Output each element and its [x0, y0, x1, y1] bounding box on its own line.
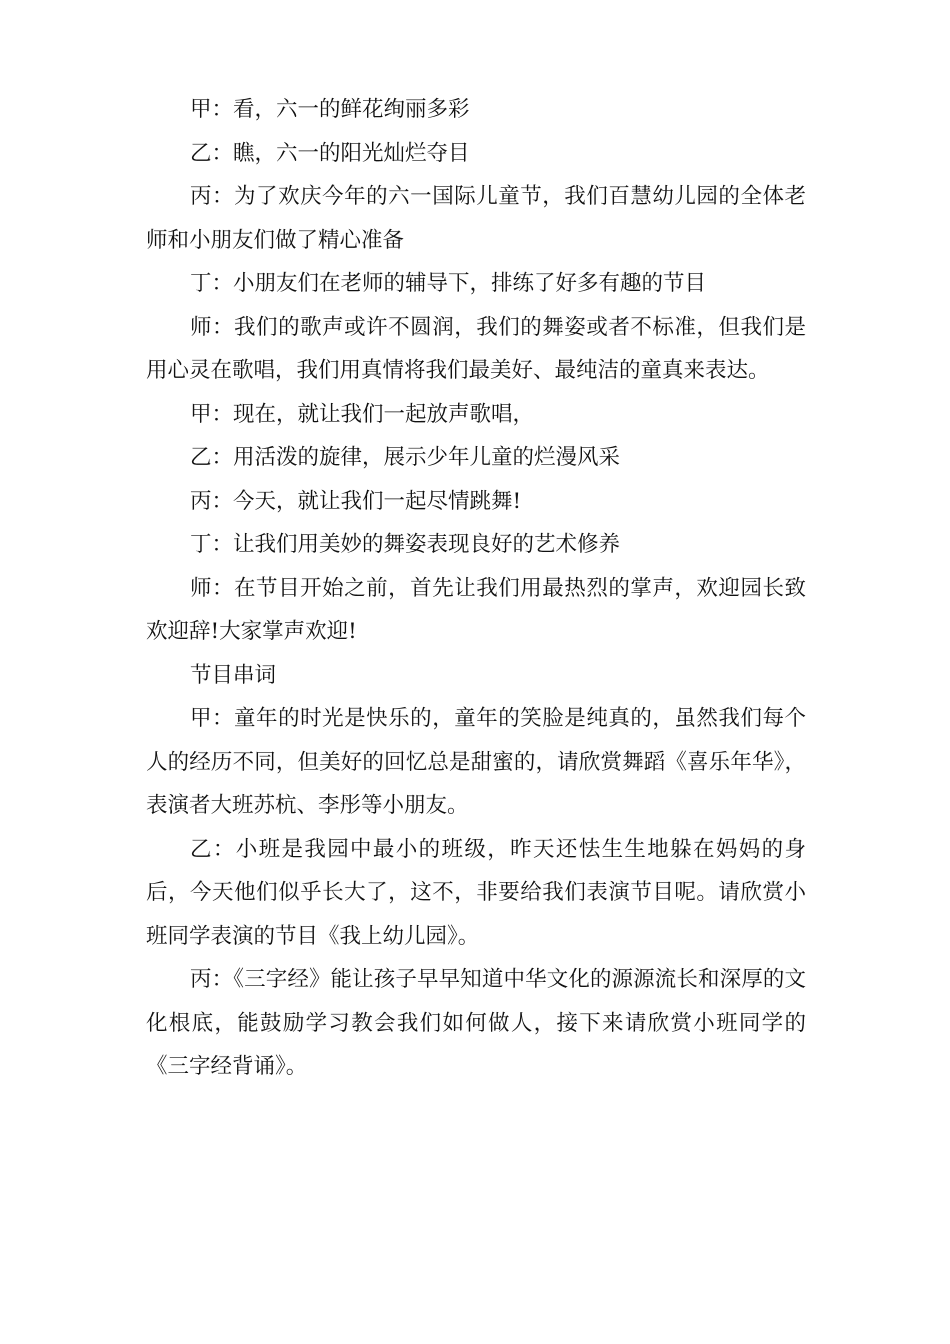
paragraph: 甲：看，六一的鲜花绚丽多彩	[190, 97, 470, 122]
document-page	[146, 88, 806, 1089]
paragraph: 乙：小班是我园中最小的班级，昨天还怯生生地躲在妈妈的身后，今天他们似乎长大了，这不，非要给我们表演节目呢。请欣赏小班同学表演的节目《我上幼儿园》。	[146, 836, 806, 949]
paragraph: 丙：《三字经》能让孩子早早知道中华文化的源源流长和深厚的文化根底，能鼓励学习教会我们如何做人，接下来请欣赏小班同学的《三字经背诵》。	[146, 967, 806, 1079]
paragraph: 丁：小朋友们在老师的辅导下，排练了好多有趣的节目	[190, 271, 707, 296]
paragraph: 甲：童年的时光是快乐的，童年的笑脸是纯真的，虽然我们每个人的经历不同，但美好的回忆总是甜蜜的，请欣赏舞蹈《喜乐年华》，表演者大班苏杭、李彤等小朋友。	[146, 706, 806, 818]
paragraph: 丙：今天，就让我们一起尽情跳舞!	[190, 488, 522, 514]
paragraph: 丙：为了欢庆今年的六一国际儿童节，我们百慧幼儿园的全体老师和小朋友们做了精心准备	[146, 184, 806, 253]
paragraph: 师：在节目开始之前，首先让我们用最热烈的掌声，欢迎园长致欢迎辞!大家掌声欢迎!	[146, 575, 806, 644]
paragraph: 师：我们的歌声或许不圆润，我们的舞姿或者不标准，但我们是用心灵在歌唱，我们用真情将我们最美好、最纯洁的童真来表达。	[146, 314, 806, 383]
paragraph: 乙：用活泼的旋律，展示少年儿童的烂漫风采	[190, 445, 621, 470]
section-heading: 节目串词	[190, 662, 277, 688]
paragraph: 甲：现在，就让我们一起放声歌唱，	[190, 401, 535, 427]
paragraph: 乙：瞧，六一的阳光灿烂夺目	[190, 140, 470, 166]
paragraph: 丁：让我们用美妙的舞姿表现良好的艺术修养	[190, 532, 621, 557]
